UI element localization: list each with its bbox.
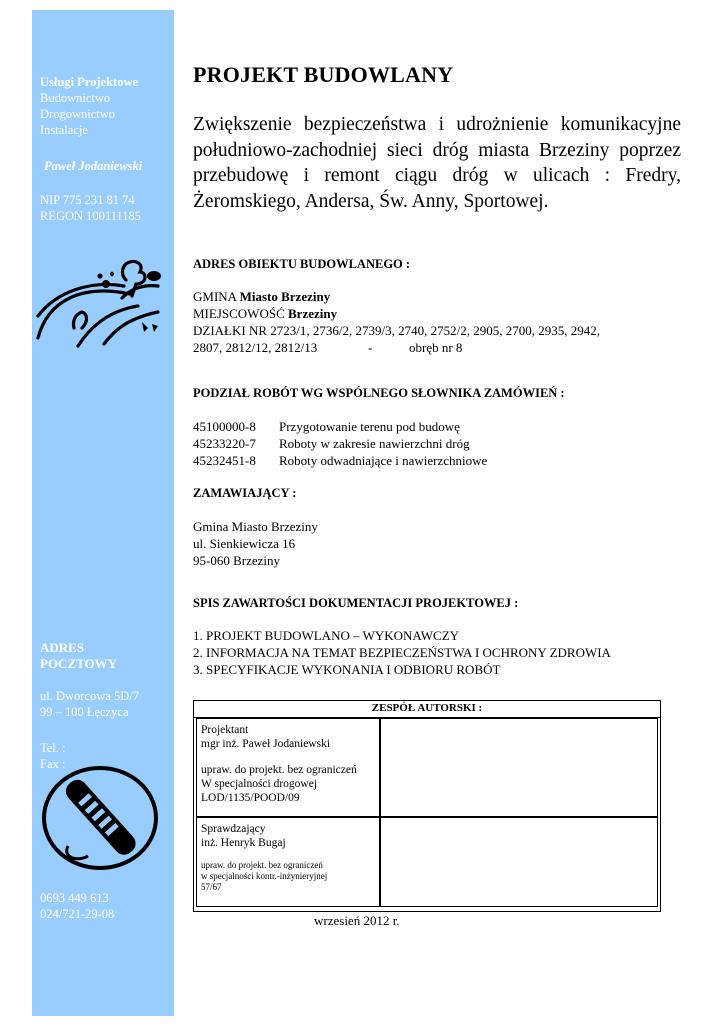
checker-cell <box>196 817 380 907</box>
gmina-value: Miasto Brzeziny <box>239 289 331 304</box>
cpv-item: 45232451-8 Roboty odwadniające i nawierzchniowe <box>193 453 488 468</box>
company-name: Usługi Projektowe <box>40 75 139 89</box>
service-item: Budownictwo <box>40 91 111 105</box>
checker-name: inż. Henryk Bugaj <box>201 837 286 849</box>
phone-number: 024/721-29-08 <box>40 907 115 921</box>
checker-role: Sprawdzający <box>201 823 266 835</box>
designer-name: mgr inż. Paweł Jodaniewski <box>201 738 331 750</box>
nip-number: NIP 775 231 81 74 <box>40 193 135 207</box>
regon-number: REGON 100111185 <box>40 209 142 223</box>
document-title: PROJEKT BUDOWLANY <box>193 62 454 87</box>
gmina-label: GMINA <box>193 289 237 304</box>
parcels-line: 2807, 2812/12, 2812/13 <box>193 340 318 355</box>
checker-permit: 57/67 <box>201 882 222 892</box>
designer-signature-cell <box>380 718 658 817</box>
locality-label: MIEJSCOWOŚĆ <box>193 306 285 321</box>
telephone-icon <box>38 762 166 872</box>
service-item: Drogownictwo <box>40 107 115 121</box>
checker-signature-cell <box>380 817 658 907</box>
postal-address-heading: ADRES POCZTOWY <box>40 640 118 671</box>
company-info <box>40 74 138 138</box>
owner-name: Paweł Jodaniewski <box>44 159 143 173</box>
cpv-item: 45233220-7 Roboty w zakresie nawierzchni dróg <box>193 436 470 451</box>
street-address: ul. Dworcowa 5D/7 <box>40 689 139 703</box>
company-sidebar <box>32 10 174 1016</box>
toc-item: 3. SPECYFIKACJE WYKONANIA I ODBIORU ROBÓT <box>193 662 501 677</box>
toc-item: 2. INFORMACJA NA TEMAT BEZPIECZEŃSTWA I OCHRONY ZDROWIA <box>193 645 611 660</box>
dash: - <box>368 340 373 355</box>
locality-value: Brzeziny <box>288 306 338 321</box>
city-address: 99 – 100 Łęczyca <box>40 705 129 719</box>
investor-line: Gmina Miasto Brzeziny <box>193 519 318 534</box>
cpv-heading: PODZIAŁ ROBÓT WG WSPÓLNEGO SŁOWNIKA ZAMÓWIEŃ : <box>193 386 565 400</box>
investor-line: ul. Sienkiewicza 16 <box>193 536 296 551</box>
document-date: wrzesień 2012 r. <box>314 913 400 928</box>
fax-label: Fax : <box>40 757 66 771</box>
team-table-header: ZESPÓŁ AUTORSKI : <box>194 701 660 718</box>
toc-item: 1. PROJEKT BUDOWLANO – WYKONAWCZY <box>193 628 460 643</box>
parcels-line: DZIAŁKI NR 2723/1, 2736/2, 2739/3, 2740, 2752/2, 2905, 2700, 2935, 2942, <box>193 323 600 338</box>
object-address <box>193 288 600 356</box>
investor-line: 95-060 Brzeziny <box>193 553 281 568</box>
tel-label: Tel. : <box>40 741 66 755</box>
toc-heading: SPIS ZAWARTOŚCI DOKUMENTACJI PROJEKTOWEJ : <box>193 596 519 610</box>
project-description: Zwiększenie bezpieczeństwa i udrożnienie komunikacyjne południowo-zachodniej sieci dróg miasta Brzeziny poprzez przebudowę i remont ciągu dróg w ulicach : Fredry, Żeromskiego, Andersa, Św. Anny, Sportowej. <box>193 114 681 212</box>
cpv-item: 45100000-8 Przygotowanie terenu pod budowę <box>193 419 460 434</box>
cpv-list <box>193 418 487 469</box>
checker-permit: upraw. do projekt. bez ograniczeń <box>201 860 323 870</box>
company-logo-tree-icon <box>34 242 170 354</box>
phone-number: 0693 449 613 <box>40 891 109 905</box>
toc-list <box>193 627 611 678</box>
service-item: Instalacje <box>40 123 88 137</box>
designer-role: Projektant <box>201 724 249 736</box>
object-address-heading: ADRES OBIEKTU BUDOWLANEGO : <box>193 257 411 271</box>
investor-heading: ZAMAWIAJĄCY : <box>193 486 297 500</box>
designer-permit: W specjalności drogowej <box>201 778 318 790</box>
checker-permit: w specjalności kontr.-inżynieryjnej <box>201 871 328 881</box>
postal-address <box>40 688 139 720</box>
precinct: obręb nr 8 <box>409 340 463 355</box>
designer-permit: upraw. do projekt. bez ograniczeń <box>201 764 357 776</box>
investor-address <box>193 518 318 569</box>
author-team-table <box>193 700 661 912</box>
phone-numbers <box>40 890 114 922</box>
designer-permit: LOD/1135/POOD/09 <box>201 792 300 804</box>
tax-ids <box>40 192 141 224</box>
designer-cell <box>196 718 380 817</box>
